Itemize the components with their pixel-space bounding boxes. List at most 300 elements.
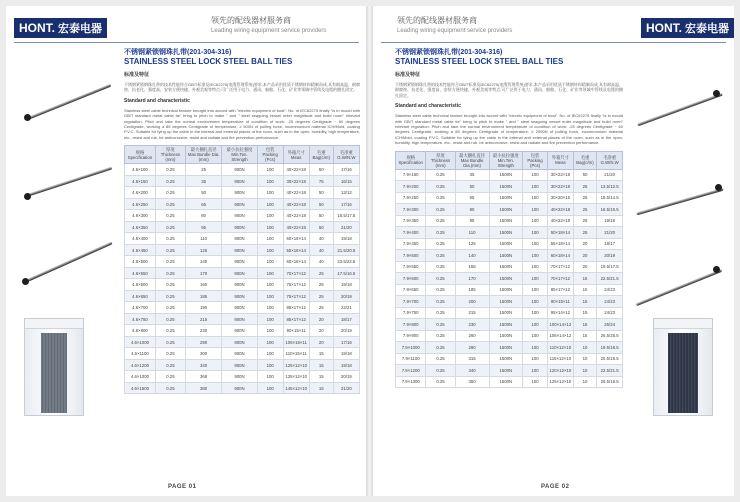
table-cell: 4.6×400 (125, 233, 156, 245)
table-row (125, 290, 360, 302)
table-row (125, 382, 360, 394)
table-cell: 4.6×550 (125, 267, 156, 279)
table-cell: 1500N (489, 330, 522, 342)
bag-seal (654, 319, 712, 329)
table-row (125, 256, 360, 268)
table-row (125, 302, 360, 314)
table-cell: 0.25 (426, 227, 455, 239)
table-cell: 100 (257, 256, 283, 268)
table-cell: 185 (185, 290, 221, 302)
table-cell: 0.25 (426, 181, 455, 193)
table-cell: 4.6×1300 (125, 371, 156, 383)
table-cell: 0.25 (155, 359, 185, 371)
table-cell: 0.25 (155, 371, 185, 383)
table-cell: 28.5/19.5 (597, 376, 623, 388)
standard-text-cn: 不锈钢紧锁钢珠扎带的技术性能符合GB/T标准及IEC62275(电缆管理系统)要求,本产品采用优质不锈钢材料精制而成,具有耐高温、耐腐蚀、抗老化、强度高、安装方便快捷、外观美观等特点,可广泛用于电力、通讯、船舶、石化、矿业等领域中管线及电缆的捆扎固定。 (124, 82, 361, 93)
table-cell: 100 (257, 290, 283, 302)
table-cell: 0.25 (426, 365, 455, 377)
slogan-en: Leading wiring equipment service providers (211, 28, 327, 34)
table-cell: 95×14×12 (548, 307, 574, 319)
page-number: PAGE 01 (168, 484, 197, 490)
table-cell: 100 (257, 175, 283, 187)
table-cell: 140 (455, 250, 489, 262)
tie-ball-head-icon (24, 114, 31, 121)
table-cell: 1500N (489, 204, 522, 216)
table-cell: 1500N (489, 227, 522, 239)
header-rule (14, 42, 359, 43)
table-cell: 100 (523, 353, 548, 365)
table-cell: 0.25 (155, 382, 185, 394)
table-cell: 100 (523, 227, 548, 239)
table-cell: 110×12×10 (548, 342, 574, 354)
table-cell: 100 (257, 221, 283, 233)
table-cell: 40 (309, 233, 333, 245)
table-cell: 0.25 (426, 204, 455, 216)
table-cell: 100 (257, 348, 283, 360)
table-cell: 19/18 (597, 215, 623, 227)
table-cell: 125 (185, 244, 221, 256)
table-cell: 40×22×18 (283, 187, 309, 199)
table-cell: 0.25 (426, 284, 455, 296)
table-cell: 100 (523, 284, 548, 296)
table-cell: 80 (185, 210, 221, 222)
table-cell: 900N (222, 233, 257, 245)
table-cell: 145×12×10 (283, 382, 309, 394)
table-row (125, 187, 360, 199)
column-header: 包装 Packing (Pcs) (523, 151, 548, 169)
column-header: 毛重 Bag(c/m) (309, 146, 333, 164)
table-cell: 25 (185, 164, 221, 176)
table-cell: 25 (573, 227, 597, 239)
table-cell: 4.6×250 (125, 198, 156, 210)
table-row (396, 284, 623, 296)
table-cell: 65 (185, 198, 221, 210)
table-cell: 7.9×500 (396, 250, 426, 262)
table-cell: 4.6×200 (125, 187, 156, 199)
table-cell: 100 (257, 371, 283, 383)
table-cell: 100 (523, 181, 548, 193)
table-row (125, 325, 360, 337)
table-cell: 340 (455, 365, 489, 377)
table-cell: 23.5/22.5 (333, 256, 359, 268)
table-cell: 95 (185, 221, 221, 233)
table-cell: 60×18×14 (283, 256, 309, 268)
table-cell: 4.6×1100 (125, 348, 156, 360)
table-cell: 190 (185, 302, 221, 314)
table-row (125, 221, 360, 233)
table-row (396, 192, 623, 204)
table-cell: 0.25 (155, 302, 185, 314)
spec-table-right (395, 151, 623, 389)
table-cell: 40×22×18 (283, 164, 309, 176)
table-cell: 110 (185, 233, 221, 245)
table-cell: 100 (257, 187, 283, 199)
table-cell: 0.25 (155, 187, 185, 199)
column-header: 规格 Specification (396, 151, 426, 169)
table-cell: 380 (185, 382, 221, 394)
brand-logo (14, 18, 107, 38)
table-cell: 18.5/17.5 (597, 261, 623, 273)
slogan (397, 16, 512, 36)
table-cell: 0.25 (426, 342, 455, 354)
table-row (396, 238, 623, 250)
table-cell: 7.9×200 (396, 181, 426, 193)
table-cell: 18/17 (333, 313, 359, 325)
table-cell: 0.25 (155, 256, 185, 268)
table-cell: 7.9×1200 (396, 365, 426, 377)
table-cell: 900N (222, 267, 257, 279)
table-cell: 15 (309, 348, 333, 360)
slogan (211, 16, 326, 36)
table-cell: 40×22×18 (283, 198, 309, 210)
steel-tie-image (28, 166, 113, 196)
table-cell: 100 (523, 307, 548, 319)
product-title-cn: 不锈钢紧锁钢珠扎带(201-304-316) (395, 49, 503, 56)
logo-text: HONT. (19, 21, 55, 35)
table-row (396, 307, 623, 319)
table-cell: 18/17 (597, 238, 623, 250)
table-cell: 60×18×14 (283, 233, 309, 245)
table-row (396, 330, 623, 342)
table-cell: 7.9×1100 (396, 353, 426, 365)
table-cell: 7.9×900 (396, 330, 426, 342)
table-cell: 7.9×550 (396, 261, 426, 273)
table-cell: 100 (523, 376, 548, 388)
table-cell: 900N (222, 359, 257, 371)
table-cell: 15 (309, 359, 333, 371)
column-header: 外箱尺寸 Meas (548, 151, 574, 169)
table-cell: 0.25 (426, 296, 455, 308)
table-cell: 100 (523, 204, 548, 216)
table-cell: 17/16 (333, 336, 359, 348)
table-cell: 900N (222, 290, 257, 302)
table-cell: 900N (222, 175, 257, 187)
table-row (125, 198, 360, 210)
table-cell: 0.25 (155, 198, 185, 210)
table-row (125, 244, 360, 256)
table-cell: 4.6×700 (125, 302, 156, 314)
table-cell: 25/24 (597, 319, 623, 331)
table-cell: 40×22×18 (548, 215, 574, 227)
table-cell: 25 (573, 215, 597, 227)
table-cell: 50 (309, 164, 333, 176)
column-header: 厚度 Thickness (mm) (155, 146, 185, 164)
table-cell: 1500N (489, 273, 522, 285)
table-row (396, 273, 623, 285)
table-cell: 900N (222, 164, 257, 176)
table-cell: 1500N (489, 181, 522, 193)
table-cell: 17.5/16.5 (333, 267, 359, 279)
table-cell: 90×15×11 (283, 325, 309, 337)
table-row (396, 376, 623, 388)
table-cell: 135×12×10 (283, 371, 309, 383)
table-cell: 4.6×1200 (125, 359, 156, 371)
table-cell: 75×17×12 (283, 290, 309, 302)
table-cell: 25 (309, 290, 333, 302)
slogan-cn: 领先的配线器材服务商 (211, 16, 291, 25)
table-cell: 40×22×18 (283, 221, 309, 233)
table-row (125, 233, 360, 245)
standard-text-en: Stainless steel cable technical feature brought into accord with "electric equipment of boat". No. of IEC62275 finally "is in mould with GB/T standard metal cable tie" bring to pitch to make " and " steel seagoing vessel enter magnitude and build norm" relevant regulation. Pitch and take the normal environment temperature of condition of work: -25 degrees Centigrade ~ 60 degrees Centigrade, working a 85 degrees Centigrade of temperature, ≥ 2000N of pulling force, incommonium material ICH/Mold, coating P.V.C. Suitable for tying up the cable in the internal and external places of the room, such as in the open, humidity, high temperature, etc., resist and rub, be anticorrosive, resist and radiate and fire prevention performance. (395, 113, 623, 146)
packaged-ties-bag-image (653, 318, 713, 416)
table-cell: 900N (222, 336, 257, 348)
table-cell: 0.25 (155, 313, 185, 325)
table-cell: 1500N (489, 376, 522, 388)
table-cell: 0.25 (426, 330, 455, 342)
table-cell: 900N (222, 210, 257, 222)
table-cell: 50 (309, 198, 333, 210)
table-cell: 17/16 (333, 164, 359, 176)
packaged-ties-bag-image (24, 318, 84, 416)
table-cell: 19/18 (333, 233, 359, 245)
table-cell: 4.6×100 (125, 164, 156, 176)
column-header: 最小抗拉强度 Min.Ten. Strength (222, 146, 257, 164)
table-cell: 100 (257, 244, 283, 256)
table-cell: 100×14×12 (548, 319, 574, 331)
table-cell: 60×18×14 (548, 250, 574, 262)
table-cell: 70×17×12 (283, 267, 309, 279)
table-cell: 20 (309, 325, 333, 337)
table-cell: 100 (257, 210, 283, 222)
table-cell: 10 (573, 342, 597, 354)
table-cell: 30×22×18 (283, 175, 309, 187)
table-cell: 1500N (489, 353, 522, 365)
table-cell: 115×12×10 (548, 353, 574, 365)
table-cell: 900N (222, 187, 257, 199)
table-cell: 100 (257, 359, 283, 371)
tie-ball-head-icon (22, 278, 29, 285)
table-cell: 100 (257, 382, 283, 394)
table-cell: 7.9×250 (396, 192, 426, 204)
table-cell: 40 (309, 244, 333, 256)
table-cell: 1500N (489, 238, 522, 250)
bag-seal (25, 319, 83, 329)
table-row (396, 319, 623, 331)
table-cell: 7.9×450 (396, 238, 426, 250)
table-cell: 50 (455, 181, 489, 193)
table-cell: 170 (185, 267, 221, 279)
table-cell: 55×18×14 (548, 238, 574, 250)
table-cell: 125 (455, 238, 489, 250)
table-cell: 20.5/19.5 (597, 353, 623, 365)
table-cell: 110×15×11 (283, 348, 309, 360)
table-cell: 16/15 (333, 175, 359, 187)
table-cell: 106×15×11 (283, 336, 309, 348)
left-page (6, 6, 367, 496)
table-cell: 120×12×10 (548, 365, 574, 377)
table-cell: 0.25 (155, 244, 185, 256)
table-cell: 50 (309, 221, 333, 233)
table-cell: 40 (309, 256, 333, 268)
table-cell: 13.5/12.5 (597, 181, 623, 193)
table-cell: 15 (573, 319, 597, 331)
table-row (396, 342, 623, 354)
table-cell: 21/20 (597, 227, 623, 239)
table-cell: 350 (455, 376, 489, 388)
table-cell: 100 (257, 233, 283, 245)
table-cell: 19/18 (333, 279, 359, 291)
table-cell: 30×22×18 (548, 169, 574, 181)
table-cell: 0.25 (155, 267, 185, 279)
table-cell: 50 (309, 187, 333, 199)
steel-tie-image (637, 93, 723, 127)
table-row (396, 181, 623, 193)
table-row (125, 371, 360, 383)
slogan-en: Leading wiring equipment service providers (397, 28, 513, 34)
table-cell: 20 (309, 313, 333, 325)
table-cell: 80 (455, 204, 489, 216)
table-row (125, 313, 360, 325)
table-cell: 24/23 (597, 307, 623, 319)
product-title-en: STAINLESS STEEL LOCK STEEL BALL TIES (124, 57, 293, 66)
column-header: 最大捆扎直径 Max Bundle Dia.(mm) (185, 146, 221, 164)
right-content (395, 48, 623, 388)
table-cell: 50 (185, 187, 221, 199)
table-cell: 0.25 (426, 261, 455, 273)
table-cell: 55×18×14 (283, 244, 309, 256)
table-row (125, 210, 360, 222)
table-cell: 100 (523, 296, 548, 308)
table-cell: 70×17×12 (548, 273, 574, 285)
table-cell: 10 (573, 365, 597, 377)
table-cell: 0.25 (155, 175, 185, 187)
column-header: 包装 Packing (Pcs) (257, 146, 283, 164)
table-cell: 0.25 (426, 307, 455, 319)
table-cell: 10 (573, 376, 597, 388)
table-cell: 900N (222, 313, 257, 325)
table-cell: 900N (222, 371, 257, 383)
table-cell: 22.5/21.5 (597, 365, 623, 377)
table-cell: 19.5/18.5 (597, 342, 623, 354)
table-cell: 85×17×12 (548, 284, 574, 296)
table-cell: 7.9×350 (396, 215, 426, 227)
table-cell: 100 (257, 336, 283, 348)
table-cell: 4.6×1000 (125, 336, 156, 348)
table-cell: 75 (309, 175, 333, 187)
table-row (396, 353, 623, 365)
table-cell: 1500N (489, 365, 522, 377)
table-cell: 100 (257, 302, 283, 314)
table-cell: 50×18×14 (548, 227, 574, 239)
table-cell: 7.9×650 (396, 284, 426, 296)
table-cell: 0.25 (155, 221, 185, 233)
table-cell: 900N (222, 244, 257, 256)
column-header: 规格 Specification (125, 146, 156, 164)
table-cell: 900N (222, 325, 257, 337)
table-cell: 125×12×10 (283, 359, 309, 371)
table-cell: 0.25 (155, 348, 185, 360)
table-cell: 100 (523, 273, 548, 285)
table-cell: 20/19 (333, 325, 359, 337)
table-cell: 300 (185, 348, 221, 360)
table-cell: 16.5/15.5 (597, 204, 623, 216)
table-cell: 1500N (489, 296, 522, 308)
left-content (124, 48, 360, 394)
table-cell: 100 (257, 267, 283, 279)
table-cell: 0.25 (155, 164, 185, 176)
table-cell: 230 (185, 325, 221, 337)
table-cell: 900N (222, 302, 257, 314)
right-page (373, 6, 734, 496)
steel-tie-image (29, 84, 112, 120)
table-cell: 100 (523, 330, 548, 342)
slogan-cn: 领先的配线器材服务商 (397, 16, 477, 25)
table-cell: 900N (222, 382, 257, 394)
table-cell: 7.9×1000 (396, 342, 426, 354)
standard-text-en: Stainless steel cable technical feature brought into accord with "electric equipment of boat". No. of IEC62275 finally "is in mould with GB/T standard metal cable tie" bring to pitch to make " and " steel seagoing vessel enter magnitude and build norm" relevant regulation. Pitch and take the normal environment temperature of condition of work: -25 degrees Centigrade ~ 60 degrees Centigrade, working a 85 degrees Centigrade of temperature, ≥ 500N of pulling force, incommonium material ICH/Mold, coating P.V.C. Suitable for tying up the cable in the internal and external places of the room, such as in the open, humidity, high temperature, etc., resist and rub, be anticorrosive, resist and radiate and fire prevention performance. (124, 107, 360, 140)
table-cell: 155 (455, 261, 489, 273)
table-cell: 160 (185, 279, 221, 291)
table-cell: 4.6×750 (125, 313, 156, 325)
table-cell: 1500N (489, 169, 522, 181)
table-cell: 0.25 (155, 279, 185, 291)
table-cell: 50 (573, 169, 597, 181)
table-cell: 26.5/25.5 (597, 330, 623, 342)
table-row (396, 169, 623, 181)
table-cell: 900N (222, 348, 257, 360)
table-cell: 106×14×12 (548, 330, 574, 342)
table-cell: 170 (455, 273, 489, 285)
table-cell: 7.9×150 (396, 169, 426, 181)
tie-bundle (41, 333, 67, 413)
table-cell: 75×17×12 (283, 279, 309, 291)
table-cell: 0.25 (155, 233, 185, 245)
table-cell: 21.5/20.5 (333, 244, 359, 256)
table-cell: 15 (573, 330, 597, 342)
table-cell: 340 (185, 359, 221, 371)
table-cell: 4.6×650 (125, 290, 156, 302)
table-cell: 100 (523, 319, 548, 331)
table-cell: 215 (185, 313, 221, 325)
table-cell: 4.6×1500 (125, 382, 156, 394)
table-cell: 15 (309, 371, 333, 383)
table-row (125, 348, 360, 360)
table-row (125, 267, 360, 279)
table-cell: 21/20 (333, 382, 359, 394)
table-cell: 100 (257, 325, 283, 337)
table-cell: 4.6×300 (125, 210, 156, 222)
table-cell: 15 (573, 307, 597, 319)
table-cell: 100 (523, 261, 548, 273)
tie-ball-head-icon (713, 90, 720, 97)
product-title-en: STAINLESS STEEL LOCK STEEL BALL TIES (395, 57, 564, 66)
table-cell: 100 (523, 215, 548, 227)
table-cell: 7.9×300 (396, 204, 426, 216)
table-cell: 20 (573, 250, 597, 262)
table-cell: 0.25 (426, 238, 455, 250)
table-cell: 1500N (489, 307, 522, 319)
table-cell: 85×17×12 (283, 313, 309, 325)
table-row (125, 164, 360, 176)
table-cell: 0.25 (426, 192, 455, 204)
product-images-left (14, 50, 119, 420)
table-cell: 30×22×18 (548, 181, 574, 193)
table-cell: 40×22×18 (548, 204, 574, 216)
table-cell: 20/19 (597, 250, 623, 262)
table-cell: 185 (455, 284, 489, 296)
table-cell: 25 (309, 302, 333, 314)
table-cell: 18.5/17.5 (333, 210, 359, 222)
table-cell: 90×15×11 (548, 296, 574, 308)
column-header: 毛重 Bag(c/m) (573, 151, 597, 169)
logo-cn-text: 宏泰电器 (58, 23, 102, 35)
table-cell: 0.25 (155, 336, 185, 348)
table-cell: 13/12 (333, 187, 359, 199)
product-title-cn: 不锈钢紧锁钢珠扎带(201-304-316) (124, 49, 232, 56)
table-cell: 95 (455, 215, 489, 227)
table-cell: 1500N (489, 284, 522, 296)
standard-heading-en: Standard and characteristic (395, 103, 461, 110)
